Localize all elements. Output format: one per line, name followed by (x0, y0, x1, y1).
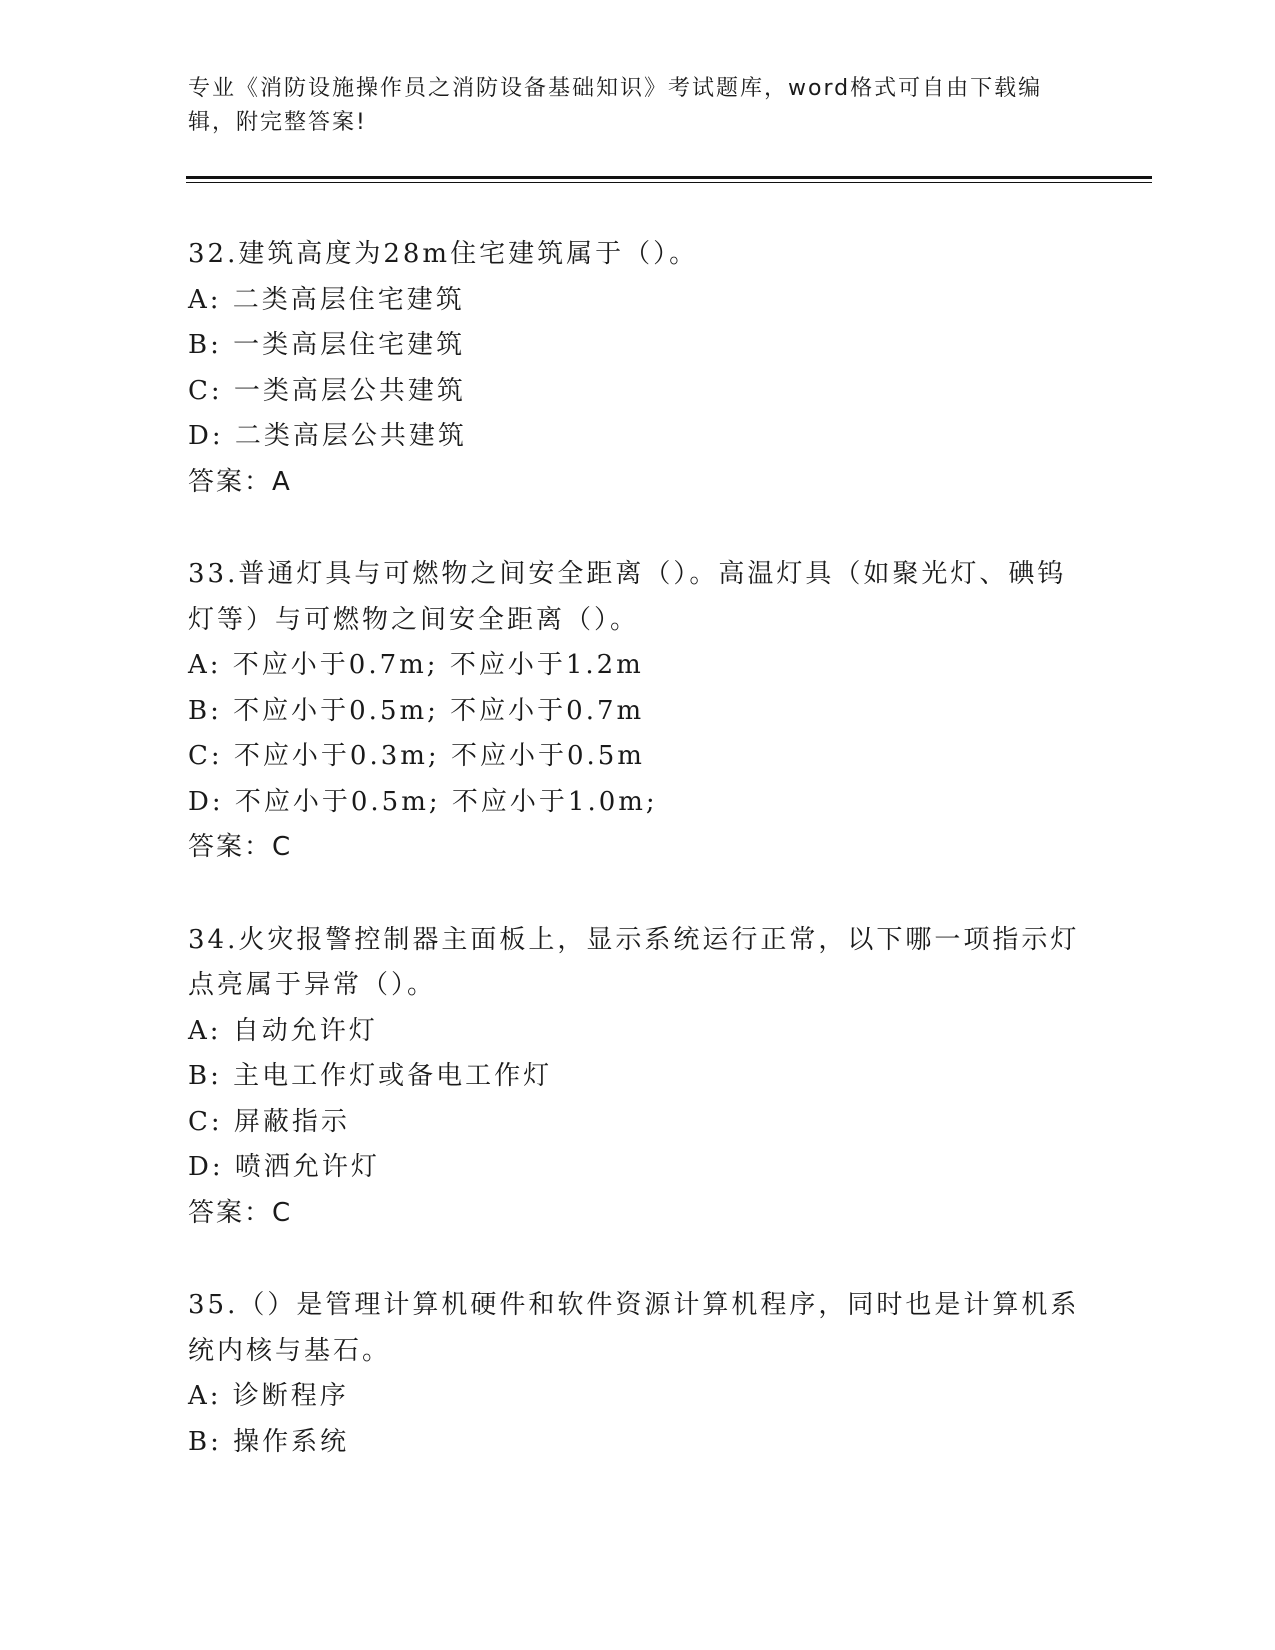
question-stem-continued: 灯等）与可燃物之间安全距离（）。 (188, 604, 640, 635)
question-stem: 35.（）是管理计算机硬件和软件资源计算机程序，同时也是计算机系 (188, 1290, 1080, 1320)
option-b: B: 操作系统 (188, 1426, 350, 1457)
header-line-1: 专业《消防设施操作员之消防设备基础知识》考试题库，word格式可自由下载编 (188, 76, 1043, 101)
header-divider-thin (186, 182, 1152, 183)
option-d: D: 喷洒允许灯 (188, 1152, 380, 1182)
header-divider-thick (186, 176, 1152, 179)
question-stem: 33.普通灯具与可燃物之间安全距离（）。高温灯具（如聚光灯、碘钨 (188, 559, 1067, 589)
question-32 (188, 232, 1088, 505)
question-stem-continued: 统内核与基石。 (188, 1335, 392, 1366)
question-stem: 32.建筑高度为28m住宅建筑属于（）。 (188, 239, 699, 269)
option-b: B: 不应小于0.5m; 不应小于0.7m (188, 695, 645, 726)
question-34 (188, 918, 1088, 1237)
option-a: A: 二类高层住宅建筑 (188, 284, 465, 315)
option-c: C: 一类高层公共建筑 (188, 375, 466, 406)
option-a: A: 不应小于0.7m; 不应小于1.2m (188, 650, 644, 680)
option-a: A: 自动允许灯 (188, 1015, 378, 1046)
header-line-2: 辑，附完整答案! (188, 110, 367, 135)
option-d: D: 二类高层公共建筑 (188, 421, 467, 451)
question-35 (188, 1283, 1088, 1465)
answer-line: 答案：A (188, 466, 292, 497)
answer-line: 答案：C (188, 832, 293, 862)
option-d: D: 不应小于0.5m; 不应小于1.0m; (188, 786, 658, 817)
question-stem-continued: 点亮属于异常（）。 (188, 970, 437, 1000)
option-b: B: 主电工作灯或备电工作灯 (188, 1061, 553, 1091)
document-header (188, 72, 1068, 140)
question-list (188, 232, 1088, 1512)
answer-line: 答案：C (188, 1197, 293, 1228)
option-b: B: 一类高层住宅建筑 (188, 330, 466, 360)
option-c: C: 不应小于0.3m; 不应小于0.5m (188, 741, 645, 771)
option-c: C: 屏蔽指示 (188, 1106, 350, 1137)
question-33 (188, 552, 1088, 871)
question-stem: 34.火灾报警控制器主面板上，显示系统运行正常，以下哪一项指示灯 (188, 924, 1080, 955)
option-a: A: 诊断程序 (188, 1381, 349, 1411)
